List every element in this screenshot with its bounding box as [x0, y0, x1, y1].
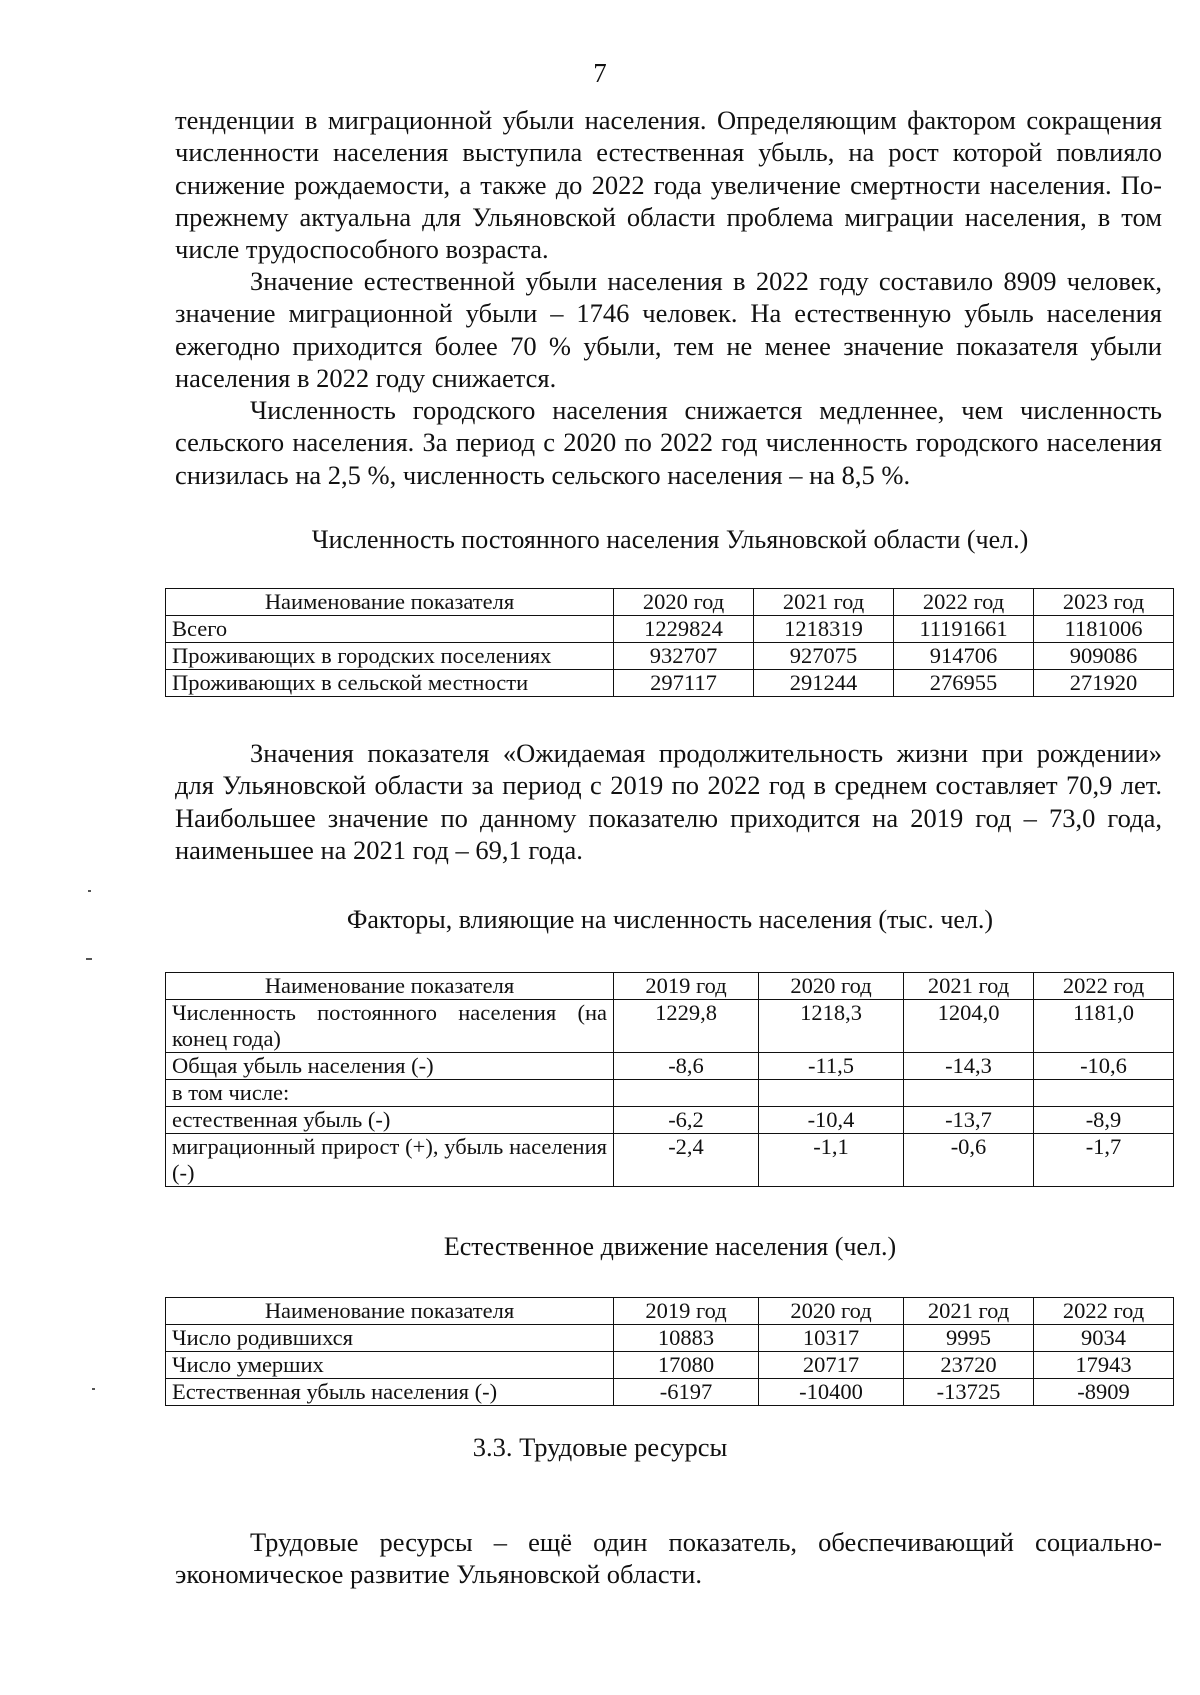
table-row — [166, 670, 1174, 697]
row-label: Проживающих в городских поселениях — [166, 643, 614, 670]
table-cell: 914706 — [894, 643, 1034, 670]
table-row — [166, 1134, 1174, 1187]
table-header-cell: 2019 год — [614, 1298, 759, 1325]
row-label: Число умерших — [166, 1352, 614, 1379]
table-cell: -2,4 — [614, 1134, 759, 1187]
table-cell: -8909 — [1034, 1379, 1174, 1406]
row-label: Естественная убыль населения (-) — [166, 1379, 614, 1406]
population-table — [165, 588, 1174, 697]
table-cell: -1,7 — [1034, 1134, 1174, 1187]
table-cell: 1229824 — [614, 616, 754, 643]
table-header-cell: Наименование показателя — [166, 1298, 614, 1325]
factors-table — [165, 972, 1174, 1187]
natural-movement-table — [165, 1297, 1174, 1406]
row-label: Проживающих в сельской местности — [166, 670, 614, 697]
table-header-cell: 2022 год — [894, 589, 1034, 616]
table-cell — [759, 1080, 904, 1107]
table-header-cell: 2020 год — [759, 973, 904, 1000]
row-label: в том числе: — [166, 1080, 614, 1107]
table-cell: 17080 — [614, 1352, 759, 1379]
paragraph-life-expectancy: Значения показателя «Ожидаемая продолжительность жизни при рождении» для Ульяновской области за период с 2019 по 2022 год в среднем составляет 70,9 лет. Наибольшее значение по данному показателю приходится на 2019 год – 73,0 года, наименьшее на 2021 год – 69,1 года. — [175, 738, 1162, 865]
table-cell: 927075 — [754, 643, 894, 670]
table-cell — [1034, 1080, 1174, 1107]
table-cell: 1181006 — [1034, 616, 1174, 643]
table-header-cell: 2021 год — [754, 589, 894, 616]
table-row — [166, 1107, 1174, 1134]
table-cell: -6197 — [614, 1379, 759, 1406]
scan-speck — [86, 958, 92, 960]
table-header-cell: 2020 год — [759, 1298, 904, 1325]
table-cell: -13,7 — [904, 1107, 1034, 1134]
table-row — [166, 1379, 1174, 1406]
table-cell: 1181,0 — [1034, 1000, 1174, 1053]
table-cell: 276955 — [894, 670, 1034, 697]
table1-caption: Численность постоянного населения Ульяновской области (чел.) — [311, 525, 1029, 554]
table-cell: 23720 — [904, 1352, 1034, 1379]
paragraph-urban-rural: Численность городского населения снижается медленнее, чем численность сельского населения. За период с 2020 по 2022 год численность городского населения снизилась на 2,5 %, численность сельского населения – на 8,5 %. — [175, 395, 1162, 490]
table-cell: -11,5 — [759, 1053, 904, 1080]
table-cell: 932707 — [614, 643, 754, 670]
table-cell: -8,9 — [1034, 1107, 1174, 1134]
page-number: 7 — [593, 58, 607, 88]
table-header-cell: 2020 год — [614, 589, 754, 616]
table-row — [166, 1053, 1174, 1080]
table-row — [166, 1080, 1174, 1107]
table-header-cell: 2022 год — [1034, 1298, 1174, 1325]
table-cell: 1229,8 — [614, 1000, 759, 1053]
table-cell: -10,4 — [759, 1107, 904, 1134]
table-cell: 20717 — [759, 1352, 904, 1379]
table-cell: 909086 — [1034, 643, 1174, 670]
table-cell: -13725 — [904, 1379, 1034, 1406]
row-label: естественная убыль (-) — [166, 1107, 614, 1134]
scan-speck — [92, 1388, 95, 1390]
paragraph-migration-trends: тенденции в миграционной убыли населения. Определяющим фактором сокращения численности населения выступила естественная убыль, на рост которой повлияло снижение рождаемости, а также до 2022 года увеличение смертности населения. По-прежнему актуальна для Ульяновской области проблема миграции населения, в том числе трудоспособного возраста. — [175, 105, 1162, 265]
table-row — [166, 643, 1174, 670]
table-row — [166, 1325, 1174, 1352]
table-header-cell: 2023 год — [1034, 589, 1174, 616]
table-header-cell: 2021 год — [904, 973, 1034, 1000]
table2-caption: Факторы, влияющие на численность населения (тыс. чел.) — [346, 905, 994, 934]
table-cell: 1204,0 — [904, 1000, 1034, 1053]
table-header-cell: 2019 год — [614, 973, 759, 1000]
table-header-row — [166, 1298, 1174, 1325]
table-cell: 9995 — [904, 1325, 1034, 1352]
row-label: миграционный прирост (+), убыль населения (-) — [166, 1134, 614, 1187]
section-heading: 3.3. Трудовые ресурсы — [472, 1432, 728, 1462]
table-row — [166, 1352, 1174, 1379]
paragraph-natural-decline: Значение естественной убыли населения в 2022 году составило 8909 человек, значение миграционной убыли – 1746 человек. На естественную убыль населения ежегодно приходится более 70 % убыли, тем не менее значение показателя убыли населения в 2022 году снижается. — [175, 266, 1162, 393]
table-cell: -0,6 — [904, 1134, 1034, 1187]
table-cell: 1218,3 — [759, 1000, 904, 1053]
table-row — [166, 616, 1174, 643]
row-label: Число родившихся — [166, 1325, 614, 1352]
table-cell: 1218319 — [754, 616, 894, 643]
table-cell: 10883 — [614, 1325, 759, 1352]
table-header-cell: Наименование показателя — [166, 589, 614, 616]
table-cell: 291244 — [754, 670, 894, 697]
table-cell — [614, 1080, 759, 1107]
table-cell: 297117 — [614, 670, 754, 697]
table-cell: 11191661 — [894, 616, 1034, 643]
table-cell: -1,1 — [759, 1134, 904, 1187]
scan-speck — [88, 890, 91, 892]
paragraph-labor-resources: Трудовые ресурсы – ещё один показатель, обеспечивающий социально-экономическое развитие Ульяновской области. — [175, 1527, 1162, 1590]
table-cell: -10,6 — [1034, 1053, 1174, 1080]
table-cell: -6,2 — [614, 1107, 759, 1134]
table-cell: -14,3 — [904, 1053, 1034, 1080]
row-label: Численность постоянного населения (на конец года) — [166, 1000, 614, 1053]
table-header-row — [166, 589, 1174, 616]
table-cell: 9034 — [1034, 1325, 1174, 1352]
table-cell: -8,6 — [614, 1053, 759, 1080]
table3-caption: Естественное движение населения (чел.) — [443, 1232, 897, 1261]
table-header-cell: Наименование показателя — [166, 973, 614, 1000]
table-row — [166, 1000, 1174, 1053]
table-header-row — [166, 973, 1174, 1000]
table-header-cell: 2022 год — [1034, 973, 1174, 1000]
row-label: Всего — [166, 616, 614, 643]
table-cell: 17943 — [1034, 1352, 1174, 1379]
table-cell: -10400 — [759, 1379, 904, 1406]
table-header-cell: 2021 год — [904, 1298, 1034, 1325]
table-cell: 10317 — [759, 1325, 904, 1352]
row-label: Общая убыль населения (-) — [166, 1053, 614, 1080]
table-cell: 271920 — [1034, 670, 1174, 697]
table-cell — [904, 1080, 1034, 1107]
